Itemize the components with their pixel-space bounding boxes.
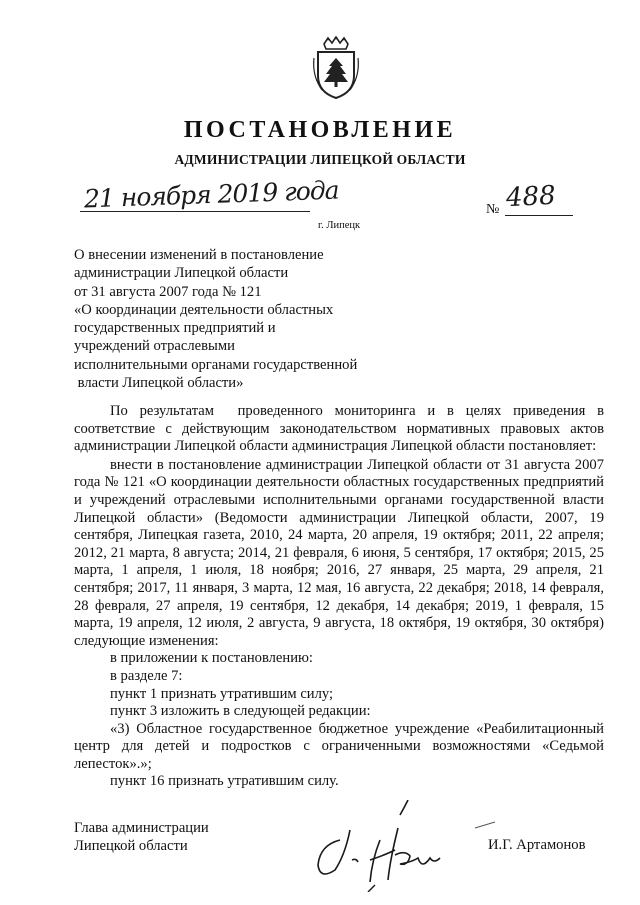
signatory-name: И.Г. Артамонов xyxy=(488,837,586,853)
position-line: Липецкой области xyxy=(74,838,188,854)
number-underline xyxy=(505,215,573,216)
coat-of-arms-icon xyxy=(312,36,360,100)
document-title: ПОСТАНОВЛЕНИЕ xyxy=(183,117,457,143)
document-body xyxy=(74,403,608,791)
heading-line: от 31 августа 2007 года № 121 xyxy=(74,283,262,300)
document-heading xyxy=(74,246,414,392)
handwritten-date: 21 ноября 2019 года xyxy=(83,175,340,214)
body-line: пункт 3 изложить в следующей редакции: xyxy=(110,703,371,720)
handwritten-number: 488 xyxy=(505,180,557,214)
signatory-position xyxy=(74,819,209,855)
quote-paragraph: «3) Областное государственное бюджетное учреждение «Реабилитационный центр для детей и подростков с ограниченными возможностями «Седьмой лепесток».»; xyxy=(74,720,604,772)
heading-line: О внесении изменений в постановление xyxy=(74,247,324,263)
intro-paragraph: По результатам проведенного мониторинга и в целях приведения в соответствие с действующим законодательством нормативных правовых актов администрации Липецкой области администрация Липецкой области постановляет: xyxy=(74,403,608,455)
date-underline xyxy=(80,211,310,212)
position-line: Глава администрации xyxy=(74,820,209,836)
body-line: в приложении к постановлению: xyxy=(110,650,313,667)
body-line: в разделе 7: xyxy=(110,667,183,684)
body-line: пункт 16 признать утратившим силу. xyxy=(110,773,339,790)
heading-line: администрации Липецкой области xyxy=(74,265,289,282)
document-subtitle: АДМИНИСТРАЦИИ ЛИПЕЦКОЙ ОБЛАСТИ xyxy=(174,152,466,167)
number-label: № xyxy=(486,202,500,217)
handwritten-signature xyxy=(300,800,520,892)
city-label: г. Липецк xyxy=(318,220,361,231)
heading-line: учреждений отраслевыми xyxy=(74,338,235,355)
heading-line: власти Липецкой области» xyxy=(74,375,244,392)
heading-line: исполнительными органами государственной xyxy=(74,356,358,373)
main-paragraph: внести в постановление администрации Липецкой области от 31 августа 2007 года № 121 «О координации деятельности областных государственных предприятий и учреждений отраслевыми исполнительными органами государственной власти Липецкой области» (Ведомости администрации Липецкой области, 2007, 19 сентября, Липецкая газета, 2010, 24 марта, 20 апреля, 19 октября; 2011, 22 апреля; 2012, 21 марта, 8 августа; 2014, 21 февраля, 6 июня, 5 сентября, 17 октября; 2015, 25 марта, 1 апреля, 1 июля, 18 ноября; 2016, 27 января, 25 марта, 29 апреля, 21 сентября; 2017, 11 января, 3 марта, 12 мая, 16 августа, 22 декабря; 2018, 14 февраля, 28 февраля, 27 апреля, 19 сентября, 12 декабря, 14 декабря; 2019, 1 февраля, 15 марта, 19 апреля, 12 июля, 2 августа, 9 августа, 18 октября, 19 октября, 30 октября) следующие изменения: xyxy=(74,456,604,649)
body-line: пункт 1 признать утратившим силу; xyxy=(110,685,334,702)
heading-line: «О координации деятельности областных xyxy=(74,301,334,318)
heading-line: государственных предприятий и xyxy=(74,320,276,337)
